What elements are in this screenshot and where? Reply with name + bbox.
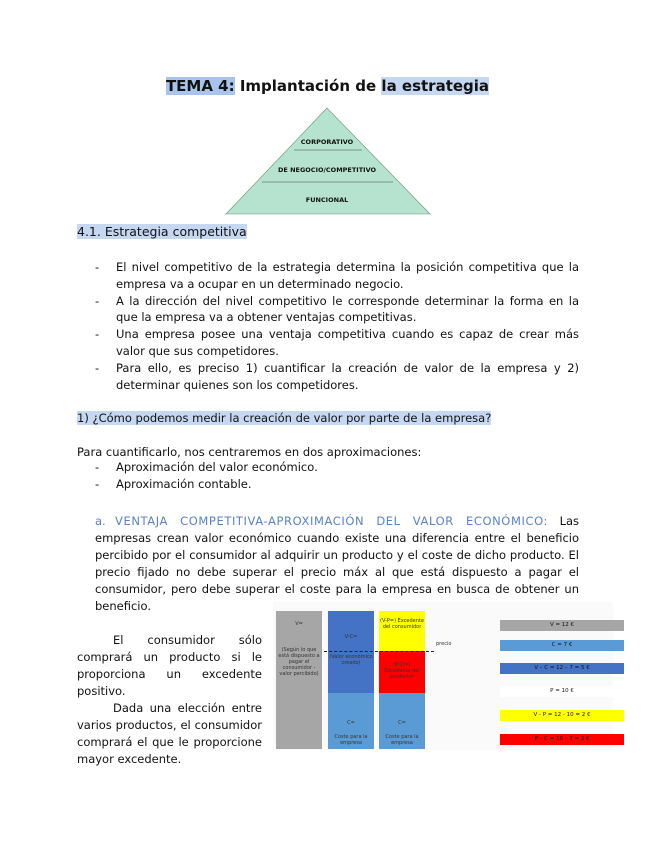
list-item: - A la dirección del nivel competitivo le corresponde determinar la forma en la que la empresa va a obtener ventajas competitivas.: [95, 293, 579, 325]
valor-economico-text: Las empresas crean valor económico cuando existe una diferencia entre el beneficio percibido por el consumidor al adquirir un producto y el coste de dicho producto. El precio fijado no debe superar el precio máx al que está dispuesto a pagar el consumidor, pero debe superar el coste para la empresa en busca de obtener un beneficio.: [95, 514, 580, 613]
diagram-col-created-value: [328, 611, 374, 693]
col2-bottom: C=: [347, 720, 355, 726]
col3-bottom-text: Coste para la empresa: [385, 734, 419, 746]
price-line: [324, 651, 434, 652]
col2-bottom-text: Coste para la empresa: [334, 734, 368, 746]
intro-text: Para cuantificarlo, nos centraremos en dos aproximaciones:: [77, 445, 422, 459]
col1-text: (Según lo que está dispuesto a pagar el consumidor -valor percibido): [278, 647, 320, 677]
list-item: - El nivel competitivo de la estrategia determina la posición competitiva que la empresa va a ocupar en un determinado negocio.: [95, 260, 579, 291]
title-tema: TEMA 4:: [165, 77, 235, 95]
col2-mid: (Valor económico creado): [329, 654, 373, 666]
list-item: - Una empresa posee una ventaja competitiva cuando es capaz de crear más valor que sus competidores.: [95, 327, 579, 358]
consumer-text: [77, 632, 262, 768]
col1-top: V=: [295, 621, 303, 627]
example-value: V = 12 €: [500, 620, 624, 631]
example-value-created: V – C = 12 – 7 = 5 €: [500, 663, 624, 674]
approaches-list: [95, 459, 318, 492]
example-producer-surplus: P – C = 10 – 7 = 3 €: [500, 734, 624, 745]
bullet-list: [95, 259, 579, 393]
consumer-paragraph-2: Dada una elección entre varios productos, el consumidor comprará el que le proporcione mayor excedente.: [77, 701, 262, 766]
example-price: P = 10 €: [500, 686, 624, 697]
consumer-paragraph-1: El consumidor sólo comprará un producto si le proporciona un excedente positivo.: [77, 633, 262, 698]
title-highlight: la estrategia: [381, 77, 490, 95]
pyramid-level-negocio: DE NEGOCIO/COMPETITIVO: [277, 166, 377, 174]
valor-economico-heading: VENTAJA COMPETITIVA-APROXIMACIÓN DEL VALOR ECONÓMICO:: [115, 514, 549, 528]
price-label: precio: [436, 641, 452, 647]
pyramid-level-funcional: FUNCIONAL: [305, 196, 349, 204]
example-cost: C = 7 €: [500, 640, 624, 651]
list-item: - Aproximación contable.: [95, 476, 252, 491]
col2-top: V-C=: [344, 634, 358, 640]
col3-top: (V-P=) Excedente del consumidor: [380, 618, 424, 630]
col3-mid: (P-C=) Excedente del productor: [384, 662, 420, 680]
title-rest: Implantación de: [239, 77, 377, 95]
section-heading: 4.1. Estrategia competitiva: [77, 224, 247, 239]
example-consumer-surplus: V - P = 12 - 10 = 2 €: [500, 710, 624, 721]
diagram-col-consumer-surplus: [379, 611, 425, 651]
col3-bottom: C=: [398, 720, 406, 726]
list-letter: a.: [95, 514, 106, 528]
pyramid-level-corporativo: CORPORATIVO: [300, 138, 354, 146]
question-heading: 1) ¿Cómo podemos medir la creación de valor por parte de la empresa?: [77, 411, 492, 425]
list-item: - Aproximación del valor económico.: [95, 460, 318, 474]
list-item: - Para ello, es preciso 1) cuantificar la creación de valor de la empresa y 2) determinar quienes son los competidores.: [95, 360, 579, 392]
diagram-col-value: [276, 611, 322, 749]
valor-economico-paragraph: [95, 513, 579, 615]
